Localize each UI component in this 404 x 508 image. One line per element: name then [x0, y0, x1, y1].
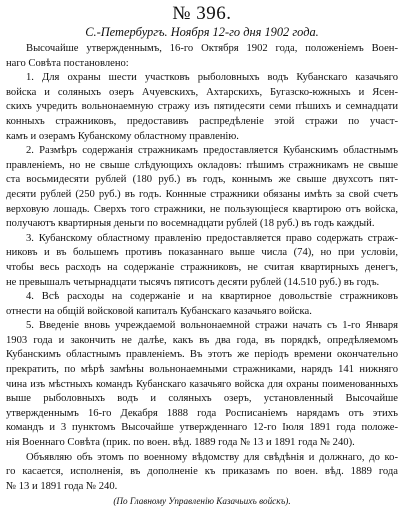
paragraph-5 [6, 290, 398, 319]
paragraph-7 [6, 451, 398, 495]
text-line: Кубанскимъ областнымъ правленіемъ. Въ этотъ же періодъ времени окончательно [6, 349, 398, 361]
text-line: 4. Всѣ расходы на содержаніе и на квартирное довольствіе стражниковъ [26, 291, 398, 303]
order-body [6, 42, 398, 494]
text-line: командъ и 3 пунктомъ Высочайше утвержденнаго 12-го Іюля 1891 года положе- [6, 422, 398, 434]
text-line: чтобы весь расходъ на содержаніе стражниковъ, не считая квартирныхъ денегъ, [6, 261, 398, 273]
text-line: ста восьмидесяти рублей (180 руб.) въ годъ, коннымъ же свыше двухсотъ пят- [6, 174, 398, 186]
text-line: скихъ учредить вольнонаемную стражу изъ пятидесяти семи пѣшихъ и семнадцати [6, 101, 398, 113]
text-line: № 13 и 1891 года № 240. [6, 480, 118, 492]
text-line: Высочайше утвержденнымъ, 16-го Октября 1902 года, положеніемъ Воен- [26, 43, 398, 54]
paragraph-1 [6, 42, 398, 71]
text-line: го касается, исполненія, въ дополненіе къ приказамъ по воен. вѣд. 1889 года [6, 466, 398, 478]
text-line: 1. Для охраны шести участковъ рыболовныхъ водъ Кубанскаго казачьяго [26, 72, 398, 84]
text-line: прекратить, по мѣрѣ замѣны вольнонаемными стражниками, нарядъ 141 нижняго [6, 364, 398, 376]
paragraph-4 [6, 232, 398, 290]
order-number: № 396. [172, 3, 232, 24]
paragraph-6 [6, 319, 398, 450]
text-line: десяти рублей (250 руб.) въ годъ. Коннные стражники обязаны имѣть за свой счетъ [6, 188, 398, 200]
text-line: чина изъ мѣстныхъ командъ Кубанскаго казачьяго войска для охраны поименованныхъ [6, 378, 398, 390]
text-line: получаютъ квартирныя деньги по восемнадцати рублей (18 руб.) въ годъ каждый. [6, 218, 375, 230]
text-line: 5. Введеніе вновь учреждаемой вольнонаемной стражи начать съ 1-го Января [26, 320, 398, 332]
text-line: конныхъ стражниковъ, предоставивъ распредѣленіе этой стражи по участ- [6, 115, 398, 127]
text-line: отнести на общій войсковой капиталъ Кубанскаго казачьяго войска. [6, 305, 312, 317]
text-line: 1903 года и закончить не далѣе, какъ въ два года, въ порядкѣ, опредѣляемомъ [6, 334, 398, 346]
text-line: правленіемъ, но не свыше слѣдующихъ окладовъ: пѣшимъ стражникамъ не свыше [6, 159, 398, 171]
text-line: наго Совѣта постановлено: [6, 57, 129, 69]
order-footer: (По Главному Управленію Казачьихъ войскъ). [113, 496, 291, 507]
paragraph-3 [6, 144, 398, 232]
text-line: Объявляю объ этомъ по военному вѣдомству для свѣдѣнія и должнаго, до ко- [26, 451, 398, 463]
text-line: войска и соляныхъ озеръ Ачуевскихъ, Ахтарскихъ, Бугазско-южныхъ и Ясен- [6, 86, 398, 98]
text-line: не превышалъ четырнадцати тысячъ пятисотъ десяти рублей (14.510 руб.) въ годъ. [6, 276, 380, 288]
text-line: 3. Кубанскому областному правленію предоставляется право содержать страж- [26, 232, 398, 244]
order-dateline: С.-Петербургъ. Ноября 12-го дня 1902 года. [85, 25, 319, 39]
text-line: утвержденнымъ 16-го Декабря 1888 года Росписаніемъ нарядамъ отъ этихъ [6, 407, 398, 419]
text-line: верховую лошадь. Сверхъ того стражники, не пользующіеся квартирою отъ войска, [6, 203, 398, 215]
text-line: камъ и озерамъ Кубанскому областному правленію. [6, 130, 239, 142]
text-line: нія Военнаго Совѣта (прик. по воен. вѣд. 1889 года № 13 и 1891 года № 240). [6, 437, 355, 449]
paragraph-2 [6, 71, 398, 144]
text-line: выше рыболовныхъ водъ и соляныхъ озеръ, установленный Высочайше [6, 393, 398, 405]
text-line: никовъ и въ большемъ противъ показаннаго выше числа (74), но при условіи, [6, 247, 398, 259]
text-line: 2. Размѣръ содержанія стражникамъ предоставляется Кубанскимъ областнымъ [26, 145, 398, 157]
